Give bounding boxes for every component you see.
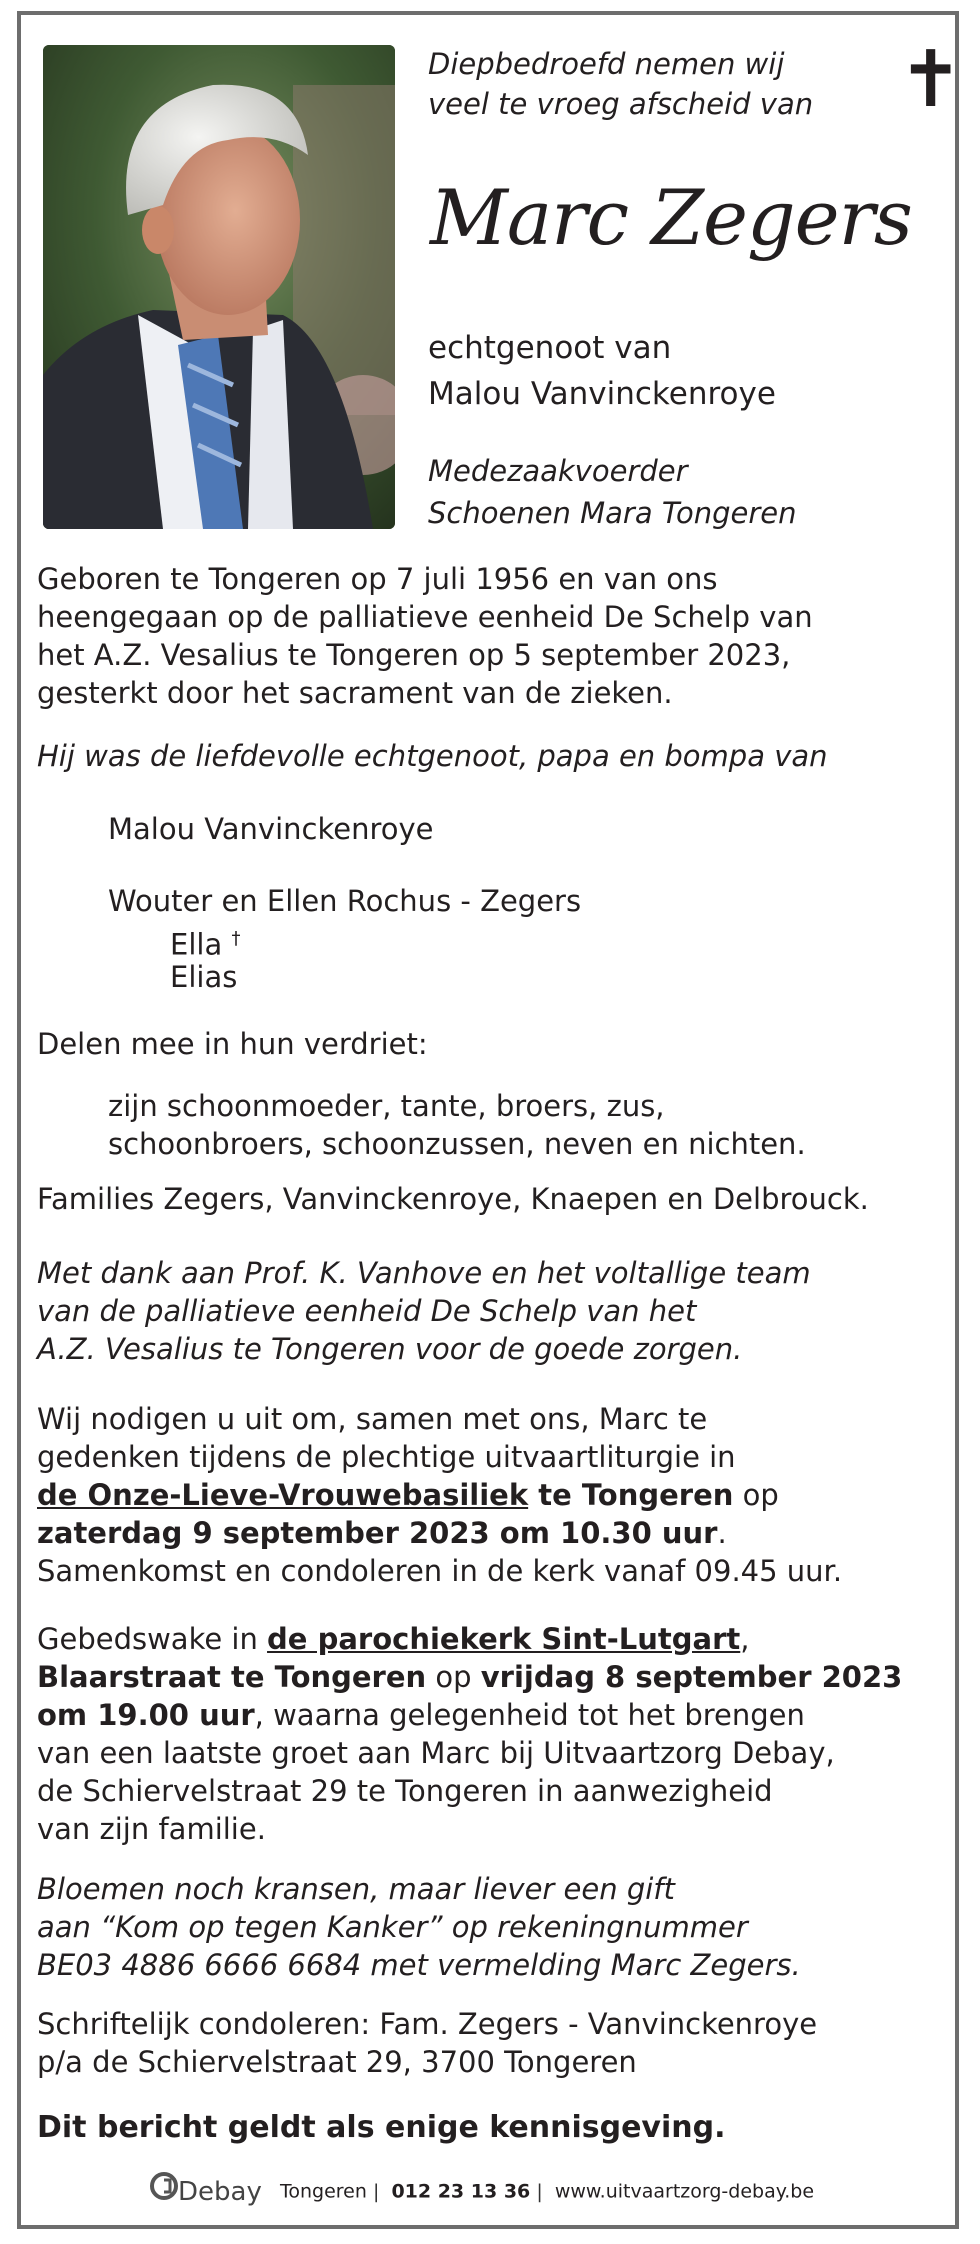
funeral-line [37, 1514, 937, 1552]
wake-line: van een laatste groet aan Marc bij Uitvaartzorg Debay, [37, 1736, 835, 1770]
intro-line: Diepbedroefd nemen wij [428, 47, 785, 81]
spouse-line: Malou Vanvinckenroye [428, 376, 776, 412]
family-spouse: Malou Vanvinckenroye [108, 812, 434, 846]
wake-line: de Schiervelstraat 29 te Tongeren in aanwezigheid [37, 1774, 773, 1808]
flowers-line: aan “Kom op tegen Kanker” op rekeningnummer [37, 1910, 748, 1944]
funeral-line: Samenkomst en condoleren in de kerk vanaf 09.45 uur. [37, 1554, 843, 1588]
condolence-line: p/a de Schiervelstraat 29, 3700 Tongeren [37, 2045, 637, 2079]
text-fragment: , waarna gelegenheid tot het brengen [254, 1698, 805, 1732]
text-fragment: , [740, 1622, 750, 1656]
wake-time: om 19.00 uur [37, 1698, 255, 1732]
wake-street: Blaarstraat te Tongeren [37, 1660, 427, 1694]
wake-church: de parochiekerk Sint-Lutgart [267, 1622, 741, 1656]
role-line: Schoenen Mara Tongeren [428, 496, 797, 530]
thanks-line: A.Z. Vesalius te Tongeren voor de goede zorgen. [37, 1332, 743, 1366]
wake-line: van zijn familie. [37, 1812, 266, 1846]
role-text [428, 450, 948, 534]
birth-line: het A.Z. Vesalius te Tongeren op 5 september 2023, [37, 638, 791, 672]
thanks-paragraph [37, 1254, 937, 1368]
spouse-line: echtgenoot van [428, 330, 672, 366]
thanks-line: van de palliatieve eenheid De Schelp van het [37, 1294, 697, 1328]
funeral-line: Wij nodigen u uit om, samen met ons, Marc te [37, 1402, 708, 1436]
separator: | [536, 2180, 543, 2203]
condolence-line: Schriftelijk condoleren: Fam. Zegers - Vanvinckenroye [37, 2007, 818, 2041]
footer-city: Tongeren [279, 2180, 367, 2203]
birth-line: Geboren te Tongeren op 7 juli 1956 en van ons [37, 562, 718, 596]
funeral-paragraph [37, 1400, 937, 1590]
funeral-line [37, 1476, 937, 1514]
family-intro: Hij was de liefdevolle echtgenoot, papa en bompa van [37, 739, 828, 773]
grandchild-name: Ella [170, 927, 223, 962]
family-children: Wouter en Ellen Rochus - Zegers [108, 884, 582, 918]
funeral-date: zaterdag 9 september 2023 om 10.30 uur [37, 1516, 718, 1550]
role-line: Medezaakvoerder [428, 454, 688, 488]
wake-paragraph [37, 1620, 937, 1848]
wake-line [37, 1658, 937, 1696]
condolence-paragraph [37, 2005, 937, 2081]
family-grandchild: Elias [170, 960, 238, 994]
church-name: de Onze-Lieve-Vrouwebasiliek [37, 1478, 529, 1512]
intro-line: veel te vroeg afscheid van [428, 87, 814, 121]
birth-line: heengegaan op de palliatieve eenheid De Schelp van [37, 600, 813, 634]
flowers-line: BE03 4886 6666 6684 met vermelding Marc Zegers. [37, 1948, 801, 1982]
text-fragment: . [717, 1516, 727, 1550]
intro-text [428, 44, 868, 124]
thanks-line: Met dank aan Prof. K. Vanhove en het voltallige team [37, 1256, 811, 1290]
cross-icon: ✝ [898, 35, 964, 125]
wake-line [37, 1696, 937, 1734]
flowers-paragraph [37, 1870, 937, 1984]
separator: | [372, 2180, 380, 2203]
funeral-line: gedenken tijdens de plechtige uitvaartliturgie in [37, 1440, 736, 1474]
text-fragment: Gebedswake in [37, 1622, 268, 1656]
church-location: te Tongeren [528, 1478, 734, 1512]
closing-notice: Dit bericht geldt als enige kennisgeving. [37, 2110, 726, 2145]
wake-date: vrijdag 8 september 2023 [480, 1660, 903, 1694]
wake-line [37, 1620, 937, 1658]
footer-website[interactable]: www.uitvaartzorg-debay.be [554, 2180, 815, 2203]
debay-logo-icon [150, 2172, 178, 2212]
footer [150, 2172, 850, 2208]
flowers-line: Bloemen noch kransen, maar liever een gift [37, 1872, 675, 1906]
footer-phone: 012 23 13 36 [391, 2180, 531, 2203]
text-fragment: op [426, 1660, 481, 1694]
logo-text: Debay [178, 2177, 262, 2207]
birth-line: gesterkt door het sacrament van de zieken. [37, 676, 673, 710]
grief-line: schoonbroers, schoonzussen, neven en nichten. [108, 1127, 806, 1161]
grief-list [108, 1087, 928, 1163]
grief-line: zijn schoonmoeder, tante, broers, zus, [108, 1089, 665, 1123]
families-line: Families Zegers, Vanvinckenroye, Knaepen en Delbrouck. [37, 1182, 869, 1216]
portrait-illustration [43, 45, 395, 529]
spouse-text [428, 325, 948, 417]
deceased-mark: † [231, 928, 241, 949]
portrait-photo [43, 45, 395, 529]
deceased-name: Marc Zegers [430, 173, 912, 262]
birth-paragraph [37, 560, 937, 712]
grief-intro: Delen mee in hun verdriet: [37, 1027, 428, 1061]
text-fragment: op [733, 1478, 779, 1512]
